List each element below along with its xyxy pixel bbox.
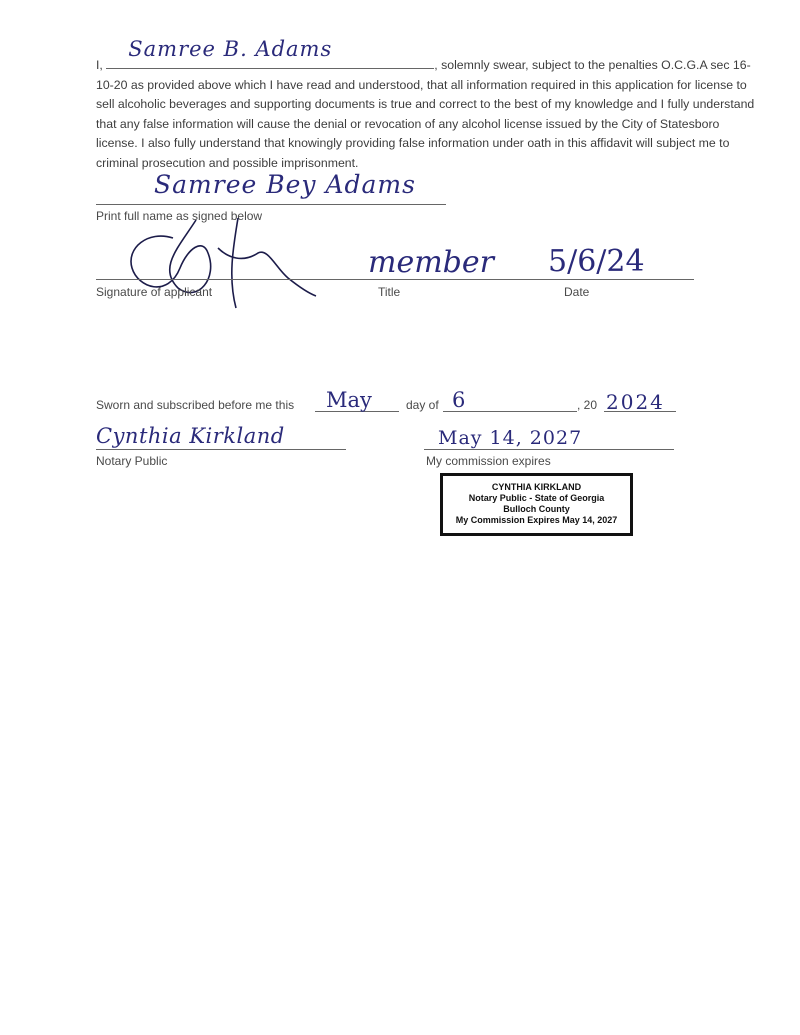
affidavit-prefix: I, <box>96 58 107 72</box>
notary-line[interactable] <box>96 449 346 450</box>
notary-stamp <box>440 473 633 536</box>
day-of-label: day of <box>406 398 439 412</box>
title-label: Title <box>378 285 401 299</box>
date-label: Date <box>564 285 590 299</box>
commission-label: My commission expires <box>426 454 551 468</box>
sworn-month-handwritten: May <box>326 388 372 412</box>
print-name-handwritten: Samree Bey Adams <box>154 170 416 199</box>
notary-label: Notary Public <box>96 454 168 468</box>
stamp-name: CYNTHIA KIRKLAND <box>491 482 582 492</box>
sworn-day-handwritten: 6 <box>452 388 466 412</box>
signature-label: Signature of applicant <box>96 285 213 299</box>
affidavit-paragraph <box>96 37 764 174</box>
commission-line[interactable] <box>424 449 674 450</box>
sworn-text: Sworn and subscribed before me this <box>96 398 295 412</box>
sworn-year-handwritten: 2024 <box>606 390 665 414</box>
stamp-expiry: My Commission Expires May 14, 2027 <box>455 515 618 525</box>
year-prefix-label: , 20 <box>577 398 598 412</box>
stamp-title: Notary Public - State of Georgia <box>468 493 605 503</box>
title-handwritten: member <box>368 245 494 280</box>
date-handwritten: 5/6/24 <box>548 244 645 279</box>
notary-signature-handwritten: Cynthia Kirkland <box>96 424 285 448</box>
applicant-signature-scribble <box>118 208 318 318</box>
print-name-line[interactable] <box>96 204 446 205</box>
commission-handwritten: May 14, 2027 <box>438 427 583 449</box>
affidavit-name-field[interactable] <box>106 37 434 69</box>
affidavit-name-handwritten: Samree B. Adams <box>128 37 333 61</box>
print-name-label: Print full name as signed below <box>96 209 263 223</box>
affidavit-text: , solemnly swear, subject to the penalties O.C.G.A sec 16-10-20 as provided above which I have read and understood, that all information required in this application for license to sell alcoholic beverages and supporting documents is true and correct to the best of my knowledge and I fully understand that any false information will cause the denial or revocation of any alcohol license issued by the City of Statesboro license. I also fully understand that knowingly providing false information under oath in this affidavit will subject me to criminal prosecution and possible imprisonment. <box>96 58 755 170</box>
stamp-county: Bulloch County <box>503 504 570 514</box>
